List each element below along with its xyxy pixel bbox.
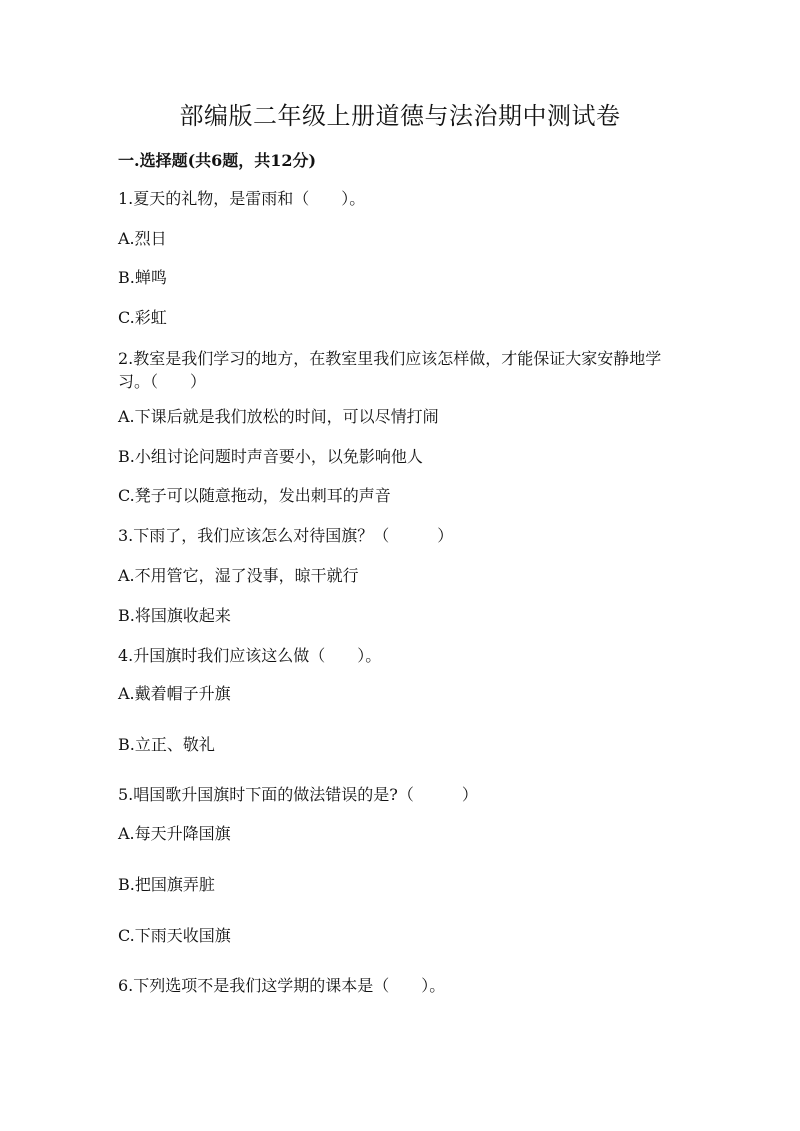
- question-4-option-a: A.戴着帽子升旗: [118, 684, 231, 703]
- question-3-option-b: B.将国旗收起来: [118, 606, 231, 625]
- question-5-option-b: B.把国旗弄脏: [118, 875, 215, 894]
- question-2-option-c: C.凳子可以随意拖动，发出刺耳的声音: [118, 486, 391, 505]
- question-3-option-a: A.不用管它，湿了没事，晾干就行: [118, 566, 359, 585]
- question-1-option-b: B.蝉鸣: [118, 268, 167, 287]
- page-title: 部编版二年级上册道德与法治期中测试卷: [179, 102, 621, 130]
- question-1-stem: 1.夏天的礼物，是雷雨和（ ）。: [118, 189, 366, 208]
- question-2-option-b: B.小组讨论问题时声音要小，以免影响他人: [118, 447, 423, 466]
- question-2-option-a: A.下课后就是我们放松的时间，可以尽情打闹: [118, 407, 439, 426]
- question-1-option-a: A.烈日: [118, 229, 167, 248]
- question-4-stem: 4.升国旗时我们应该这么做（ ）。: [118, 646, 382, 665]
- question-1-option-c: C.彩虹: [118, 308, 167, 327]
- question-5-option-c: C.下雨天收国旗: [118, 926, 231, 945]
- question-2-stem: 2.教室是我们学习的地方，在教室里我们应该怎样做，才能保证大家安静地学习。（ ）: [118, 349, 662, 391]
- question-3-stem: 3.下雨了，我们应该怎么对待国旗？（ ）: [118, 526, 454, 545]
- question-5-stem: 5.唱国歌升国旗时下面的做法错误的是?（ ）: [118, 785, 478, 804]
- section-heading: 一.选择题(共6题，共12分): [118, 151, 317, 170]
- question-5-option-a: A.每天升降国旗: [118, 824, 231, 843]
- question-4-option-b: B.立正、敬礼: [118, 735, 215, 754]
- question-6-stem: 6.下列选项不是我们这学期的课本是（ ）。: [118, 976, 446, 995]
